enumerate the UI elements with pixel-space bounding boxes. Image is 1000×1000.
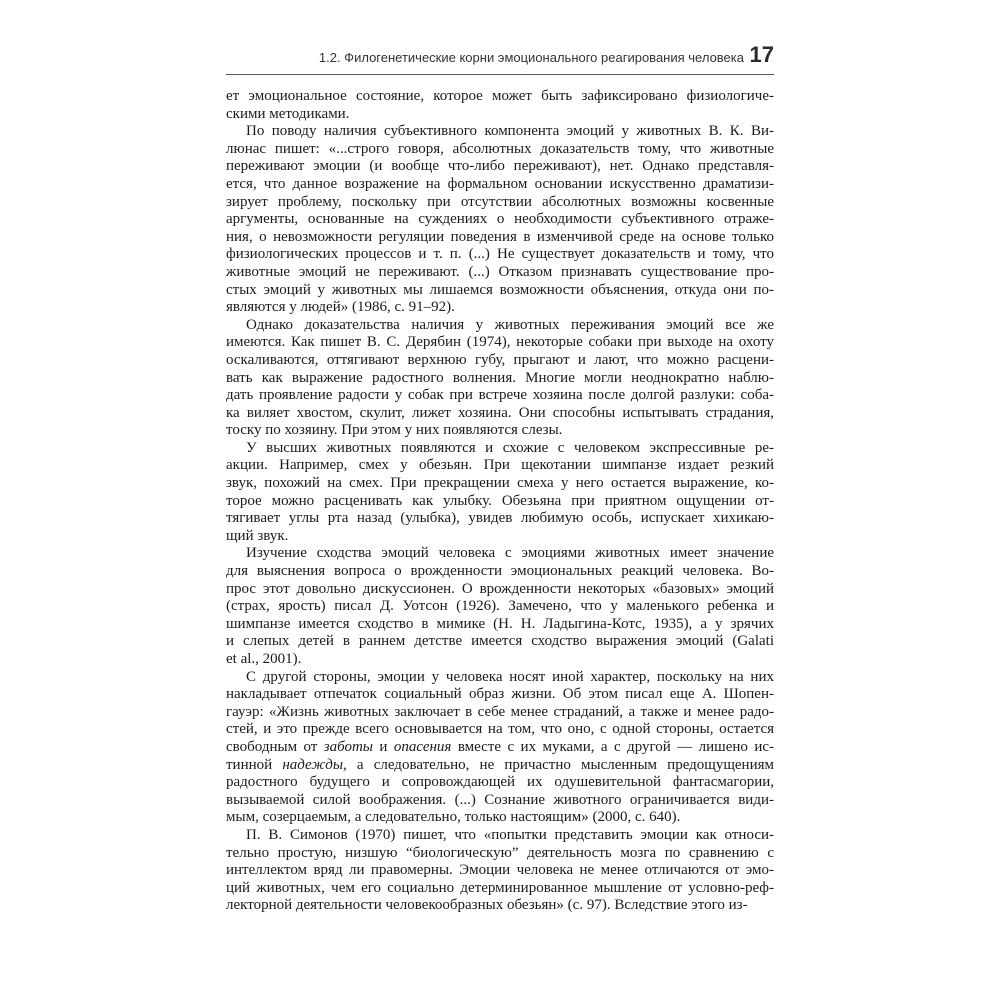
page-number: 17 [749, 42, 774, 67]
text-line [226, 440, 774, 458]
text-line [226, 704, 774, 722]
line-text: накладывает отпечаток социальный образ жизни. Об этом писал еще А. Шопен- [226, 686, 774, 703]
text-line [226, 422, 774, 440]
text-line [226, 827, 774, 845]
text-line [226, 510, 774, 528]
line-text: прос этот довольно дискуссионен. О врожденности некоторых «базовых» эмоций [226, 580, 774, 597]
line-text: ка виляет хвостом, скулит, лижет хозяина. Они способны испытывать страдания, [226, 404, 774, 421]
line-text: мым, созерцаемым, а следовательно, только настоящим» (2000, с. 640). [226, 809, 681, 826]
line-text: ния, о невозможности регуляции поведения в изменчивой среде на основе только [226, 228, 774, 245]
line-text: зирует проблему, поскольку при отсутствии абсолютных возможны косвенные [226, 193, 774, 210]
line-text: являются у людей» (1986, с. 91–92). [226, 299, 455, 316]
text-line [226, 457, 774, 475]
line-text: торое можно расценивать как улыбку. Обезьяна при приятном ощущении от- [226, 492, 774, 509]
emphasis-text: заботы [323, 738, 373, 755]
text-line [226, 106, 774, 124]
line-text: гауэр: «Жизнь животных заключает в себе менее страданий, а также и менее радо- [226, 703, 774, 720]
text-line [226, 387, 774, 405]
text-line [226, 528, 774, 546]
line-text: ется, что данное возражение на формальном основании искусственно драматизи- [226, 175, 774, 192]
line-text: и слепых детей в раннем детстве имеется сходство выражения эмоций (Galati [226, 633, 774, 650]
line-text: тинной [226, 756, 283, 773]
text-line [226, 88, 774, 106]
text-line [226, 141, 774, 159]
line-text: тягивает углы рта назад (улыбка), увидев любимую особь, испускает хихикаю- [226, 510, 774, 527]
line-text: переживают эмоции (и вообще что-либо переживают), нет. Однако представля- [226, 158, 774, 175]
text-line [226, 405, 774, 423]
text-line [226, 669, 774, 687]
text-line [226, 686, 774, 704]
line-text: Однако доказательства наличия у животных переживания эмоций все же [246, 316, 774, 333]
running-header [226, 42, 774, 75]
text-line [226, 194, 774, 212]
line-text: У высших животных появляются и схожие с человеком экспрессивные ре- [246, 439, 774, 456]
line-text: животные эмоций не переживают. (...) Отказом признавать существование про- [226, 263, 774, 280]
text-line [226, 651, 774, 669]
line-text: стых эмоций у животных мы лишаемся возможности объяснения, откуда они по- [226, 281, 774, 298]
running-title: 1.2. Филогенетические корни эмоционального реагирования человека [318, 50, 744, 65]
line-text: лекторной деятельности человекообразных обезьян» (с. 97). Вследствие этого из- [226, 897, 748, 914]
text-line [226, 352, 774, 370]
text-line [226, 774, 774, 792]
line-text: , а следовательно, не причастно мысленным предощущениям [343, 756, 774, 773]
text-line [226, 862, 774, 880]
text-line [226, 598, 774, 616]
line-text: имеются. Как пишет В. С. Дерябин (1974), некоторые собаки при выходе на охоту [226, 334, 774, 351]
text-line [226, 370, 774, 388]
line-text: звук, похожий на смех. При прекращении смеха у него остается выражение, ко- [226, 475, 774, 492]
text-line [226, 581, 774, 599]
text-line [226, 897, 774, 915]
text-line [226, 246, 774, 264]
text-line [226, 176, 774, 194]
line-text: По поводу наличия субъективного компонента эмоций у животных В. К. Ви- [246, 123, 774, 140]
text-line [226, 809, 774, 827]
line-text: стей, и это прежде всего основывается на том, что оно, с одной стороны, остается [226, 721, 774, 738]
line-text: тоску по хозяину. При этом у них появляются слезы. [226, 422, 563, 439]
line-text: интеллектом вряд ли правомерны. Эмоции человека не менее отличаются от эмо- [226, 862, 774, 879]
line-text: и [372, 738, 394, 755]
line-text: П. В. Симонов (1970) пишет, что «попытки представить эмоции как относи- [246, 826, 774, 843]
line-text: ций животных, чем его социально детерминированное мышление от условно-реф- [226, 879, 774, 896]
line-text: щий звук. [226, 527, 289, 544]
line-text: радостного будущего и сопровождающей их одушевительной фантасмагории, [226, 774, 774, 791]
line-text: свободным от [226, 738, 324, 755]
text-line [226, 616, 774, 634]
emphasis-text: надежды [282, 756, 344, 773]
text-line [226, 475, 774, 493]
text-line [226, 739, 774, 757]
line-text: (страх, ярость) писал Д. Уотсон (1926). Замечено, что у маленького ребенка и [226, 598, 774, 615]
line-text: вать как выражение радостного волнения. Многие могли неоднократно наблю- [226, 369, 774, 386]
line-text: оскаливаются, оттягивают верхнюю губу, прыгают и лают, что можно расцени- [226, 351, 774, 368]
line-text: акции. Например, смех у обезьян. При щекотании шимпанзе издает резкий [226, 457, 774, 474]
line-text: тельно простую, низшую “биологическую” деятельность мозга по сравнению с [226, 844, 774, 861]
text-line [226, 123, 774, 141]
line-text: С другой стороны, эмоции у человека носят иной характер, поскольку на них [246, 668, 774, 685]
text-line [226, 211, 774, 229]
line-text: шимпанзе имеется сходство в мимике (Н. Н. Ладыгина-Котс, 1935), а у зрячих [226, 615, 774, 632]
text-line [226, 792, 774, 810]
emphasis-text: опасения [393, 738, 452, 755]
text-line [226, 334, 774, 352]
line-text: физиологических процессов и т. п. (...) Не существует доказательств и тому, что [226, 246, 774, 263]
text-line [226, 563, 774, 581]
text-line [226, 757, 774, 775]
line-text: Изучение сходства эмоций человека с эмоциями животных имеет значение [246, 545, 774, 562]
text-line [226, 158, 774, 176]
line-text: аргументы, основанные на суждениях о необходимости субъективного отраже- [226, 211, 774, 228]
body-text [226, 88, 774, 915]
text-line [226, 845, 774, 863]
line-text: вызываемой силой воображения. (...) Сознание животного ограничивается види- [226, 791, 774, 808]
text-line [226, 229, 774, 247]
line-text: et al., 2001). [226, 651, 302, 667]
text-line [226, 721, 774, 739]
text-line [226, 317, 774, 335]
text-line [226, 633, 774, 651]
text-line [226, 264, 774, 282]
line-text: дать проявление радости у собак при встрече хозяина после долгой разлуки: соба- [226, 387, 774, 404]
text-line [226, 282, 774, 300]
line-text: для выяснения вопроса о врожденности эмоциональных реакций человека. Во- [226, 563, 774, 580]
text-line [226, 545, 774, 563]
line-text: ет эмоциональное состояние, которое может быть зафиксировано физиологиче- [226, 88, 774, 104]
text-line [226, 493, 774, 511]
line-text: люнас пишет: «...строго говоря, абсолютных доказательств тому, что животные [226, 140, 774, 157]
text-line [226, 880, 774, 898]
line-text: вместе с их муками, а с другой — лишено ис- [451, 738, 774, 755]
text-line [226, 299, 774, 317]
line-text: скими методиками. [226, 105, 350, 122]
